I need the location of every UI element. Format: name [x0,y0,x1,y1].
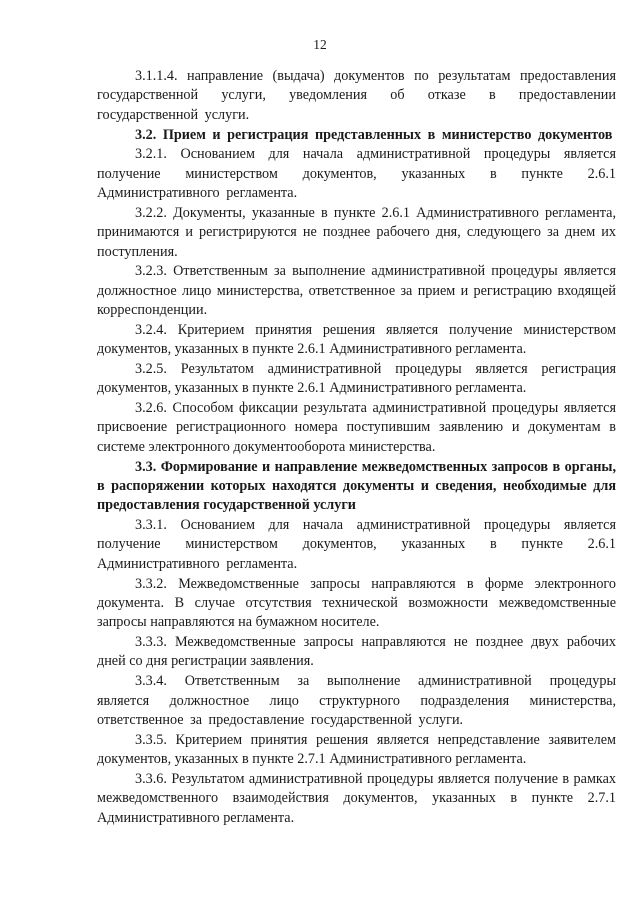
page-number: 12 [313,37,327,52]
paragraph-3-2-5: 3.2.5. Результатом административной процедуры является регистрация документов, указанных в пункте 2.6.1 Административного регламента. [97,360,616,397]
paragraph-3-3-6: 3.3.6. Результатом административной процедуры является получение в рамках межведомственного взаимодействия документов, указанных в пункте 2.7.1 Административного регламента. [97,770,616,826]
paragraph-3-3-5: 3.3.5. Критерием принятия решения является непредставление заявителем документов, указанных в пункте 2.7.1 Административного регламента. [97,731,616,768]
section-heading-3-2: 3.2. Прием и регистрация представленных в министерство документов [135,126,613,143]
paragraph-3-3-1: 3.3.1. Основанием для начала административной процедуры является получение министерством документов, указанных в пункте 2.6.1 Административного регламента. [97,517,616,572]
paragraph-3-2-6: 3.2.6. Способом фиксации результата административной процедуры является присвоение регистрационного номера поступившим заявлению и документам в системе электронного документооборота министерства. [97,399,616,455]
section-heading-3-3: 3.3. Формирование и направление межведомственных запросов в органы, в распоряжении которых находятся документы и сведения, необходимые для предоставления государственной услуги [97,458,616,514]
paragraph-3-1-1-4: 3.1.1.4. направление (выдача) документов по результатам предоставления государственной услуги, уведомления об отказе в предоставлении государственной услуги. [97,68,616,123]
paragraph-3-2-2: 3.2.2. Документы, указанные в пункте 2.6.1 Административного регламента, принимаются и регистрируются не позднее рабочего дня, следующего за днем их поступления. [97,204,616,260]
paragraph-3-2-1: 3.2.1. Основанием для начала административной процедуры является получение министерством документов, указанных в пункте 2.6.1 Административного регламента. [97,146,616,202]
paragraph-3-2-3: 3.2.3. Ответственным за выполнение административной процедуры является должностное лицо министерства, ответственное за прием и регистрацию входящей корреспонденции. [97,263,616,319]
paragraph-3-3-3: 3.3.3. Межведомственные запросы направляются не позднее двух рабочих дней со дня регистрации заявления. [97,634,616,670]
paragraph-3-2-4: 3.2.4. Критерием принятия решения является получение министерством документов, указанных в пункте 2.6.1 Административного регламента. [97,321,616,358]
document-body [97,67,616,828]
paragraph-3-3-4: 3.3.4. Ответственным за выполнение административной процедуры является должностное лицо структурного подразделения министерства, ответственное за предоставление государственной услуги. [97,673,616,728]
paragraph-3-3-2: 3.3.2. Межведомственные запросы направляются в форме электронного документа. В случае отсутствия технической возможности межведомственные запросы направляются на бумажном носителе. [97,575,616,631]
